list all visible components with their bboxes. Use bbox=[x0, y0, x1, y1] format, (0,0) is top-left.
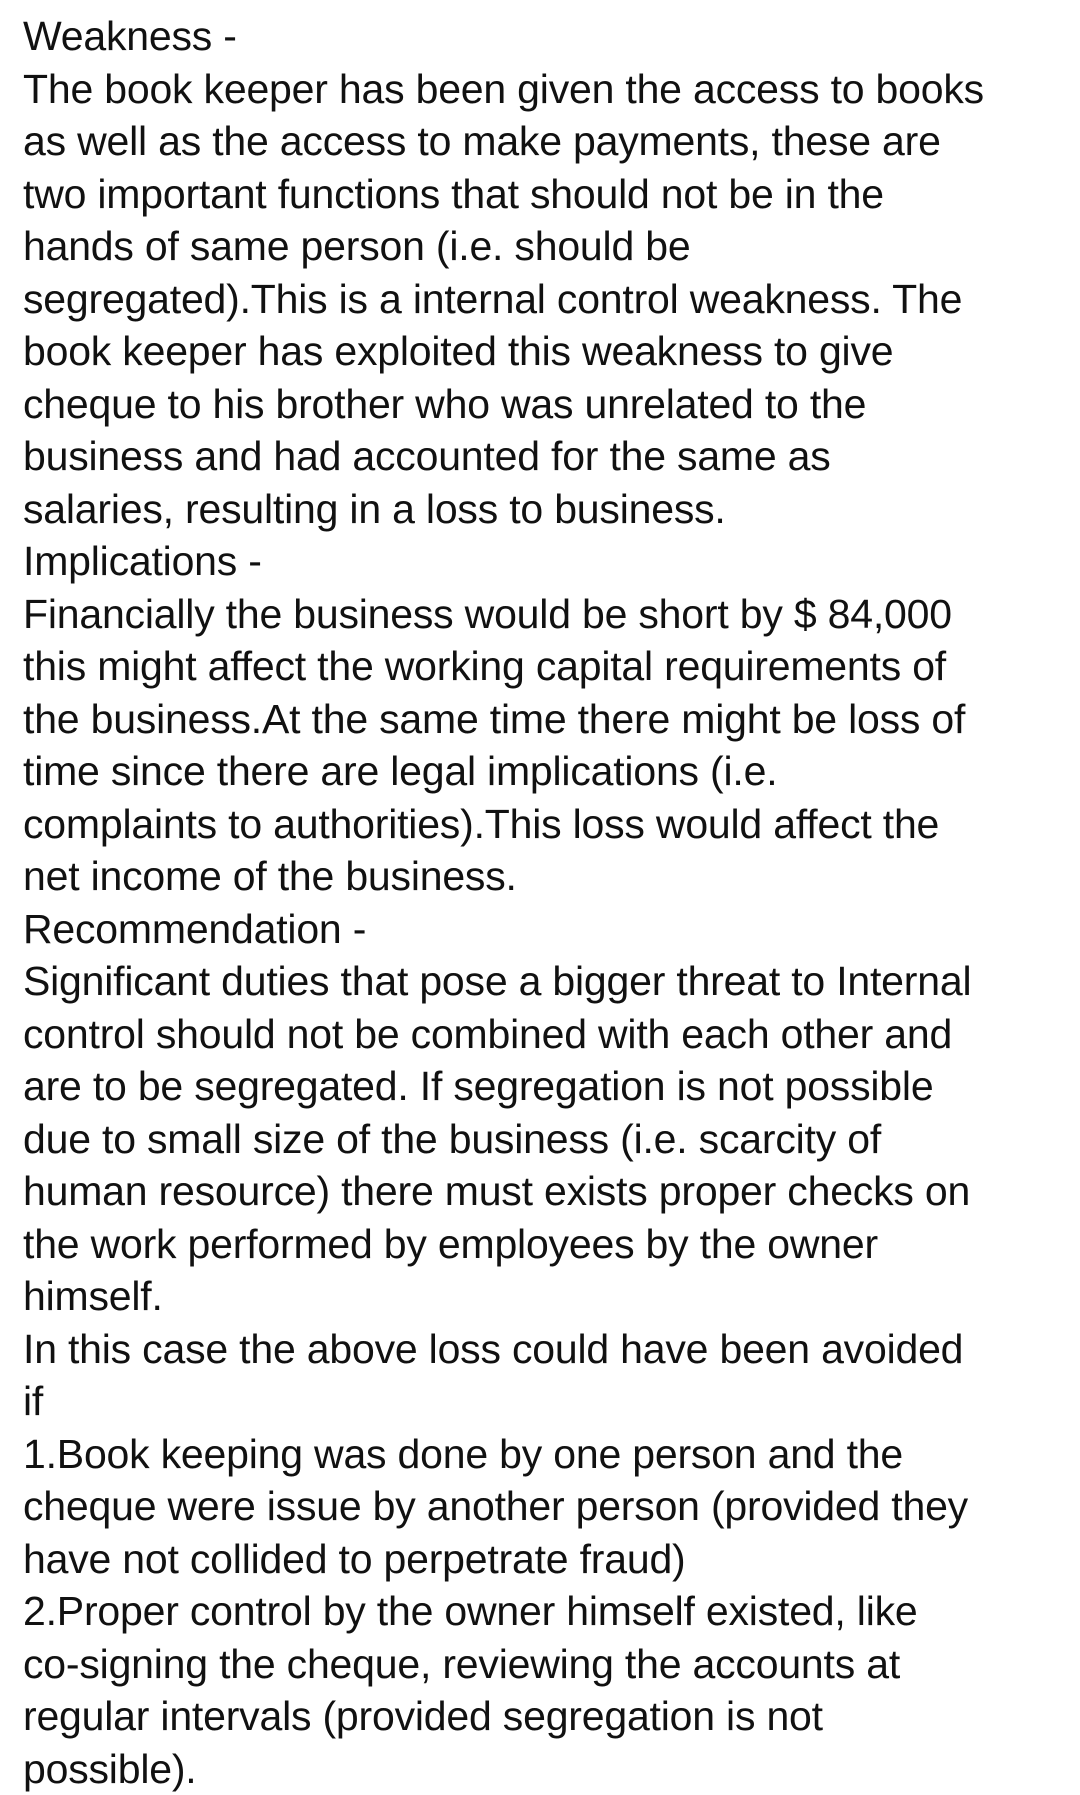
text-line: possible). bbox=[23, 1743, 1075, 1795]
text-line: time since there are legal implications (i.e. bbox=[23, 745, 1075, 798]
recommendation-heading: Recommendation - bbox=[23, 903, 1075, 956]
text-line: business and had accounted for the same as bbox=[23, 430, 1075, 483]
text-line: net income of the business. bbox=[23, 850, 1075, 903]
text-line: are to be segregated. If segregation is not possible bbox=[23, 1060, 1075, 1113]
text-line: cheque were issue by another person (provided they bbox=[23, 1480, 1075, 1533]
text-line: control should not be combined with each other and bbox=[23, 1008, 1075, 1061]
text-line: cheque to his brother who was unrelated to the bbox=[23, 378, 1075, 431]
implications-heading: Implications - bbox=[23, 535, 1075, 588]
text-line: two important functions that should not be in the bbox=[23, 168, 1075, 221]
list-item-2-line: 2.Proper control by the owner himself existed, like bbox=[23, 1585, 1075, 1638]
text-line: hands of same person (i.e. should be bbox=[23, 220, 1075, 273]
text-line: have not collided to perpetrate fraud) bbox=[23, 1533, 1075, 1586]
list-item-1-line: 1.Book keeping was done by one person and the bbox=[23, 1428, 1075, 1481]
text-line: if bbox=[23, 1375, 1075, 1428]
text-line: complaints to authorities).This loss would affect the bbox=[23, 798, 1075, 851]
text-line: due to small size of the business (i.e. scarcity of bbox=[23, 1113, 1075, 1166]
text-line: Significant duties that pose a bigger threat to Internal bbox=[23, 955, 1075, 1008]
text-line: salaries, resulting in a loss to business. bbox=[23, 483, 1075, 536]
text-line: Financially the business would be short by $ 84,000 bbox=[23, 588, 1075, 641]
text-line: regular intervals (provided segregation is not bbox=[23, 1690, 1075, 1743]
text-line: the work performed by employees by the owner bbox=[23, 1218, 1075, 1271]
document-body bbox=[23, 10, 1075, 1795]
text-line: co-signing the cheque, reviewing the accounts at bbox=[23, 1638, 1075, 1691]
text-line: book keeper has exploited this weakness to give bbox=[23, 325, 1075, 378]
weakness-heading: Weakness - bbox=[23, 10, 1075, 63]
text-line: The book keeper has been given the access to books bbox=[23, 63, 1075, 116]
text-line: In this case the above loss could have been avoided bbox=[23, 1323, 1075, 1376]
text-line: himself. bbox=[23, 1270, 1075, 1323]
text-line: this might affect the working capital requirements of bbox=[23, 640, 1075, 693]
text-line: as well as the access to make payments, these are bbox=[23, 115, 1075, 168]
text-line: segregated).This is a internal control weakness. The bbox=[23, 273, 1075, 326]
text-line: the business.At the same time there might be loss of bbox=[23, 693, 1075, 746]
text-line: human resource) there must exists proper checks on bbox=[23, 1165, 1075, 1218]
